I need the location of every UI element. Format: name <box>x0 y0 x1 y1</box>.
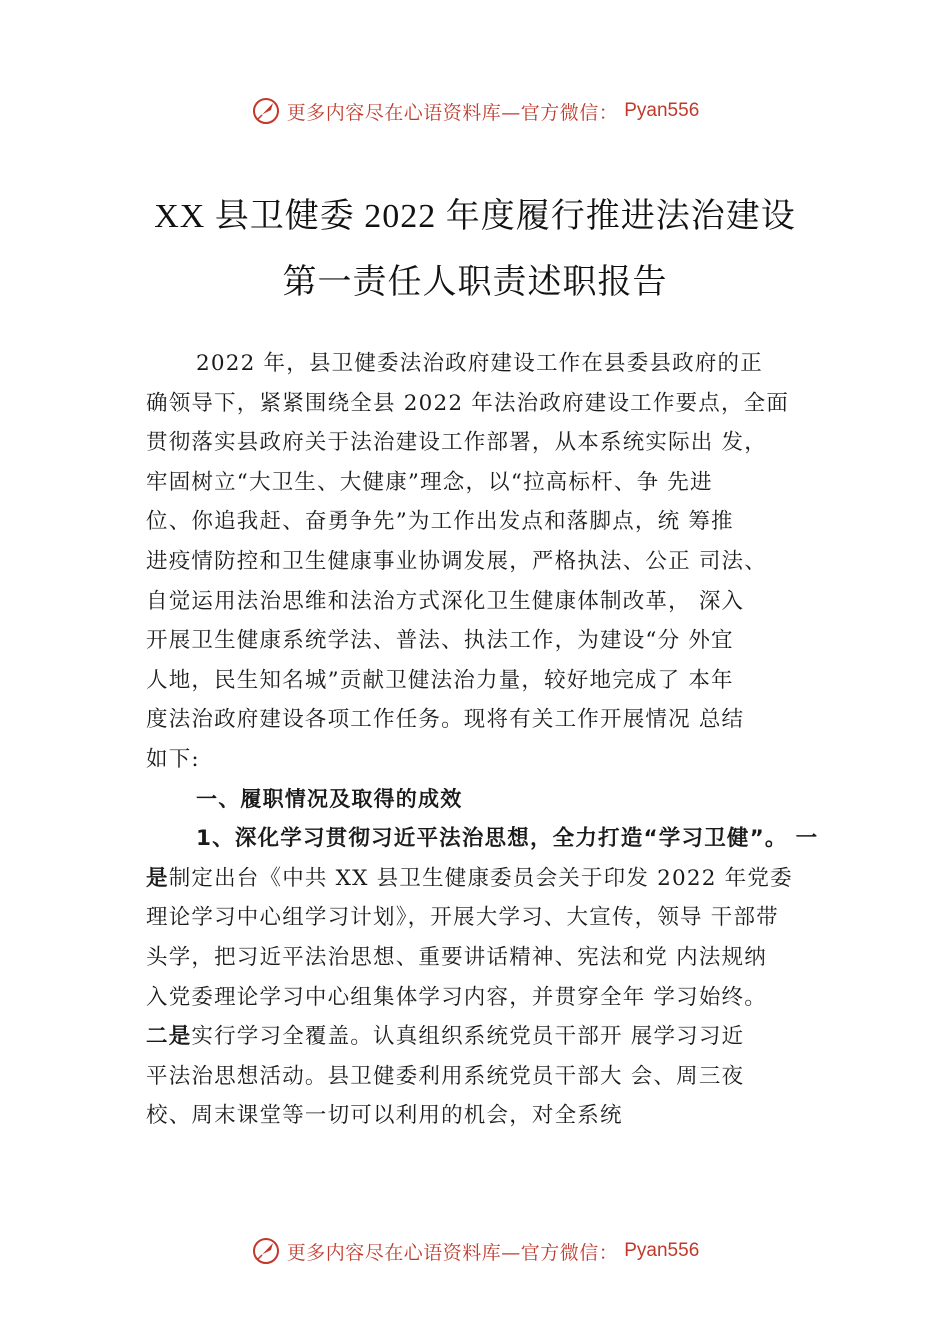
paragraph-line: 自觉运用法治思维和法治方式深化卫生健康体制改革， 深入 <box>146 588 745 614</box>
paragraph-line: 2022 年，县卫健委法治政府建设工作在县委县政府的正 <box>196 351 763 376</box>
item-marker-first: 一 <box>795 826 819 852</box>
paragraph-line: 牢固树立“大卫生、大健康”理念，以“拉高标杆、争 先进 <box>146 469 713 495</box>
feather-pen-logo-icon <box>251 1236 281 1266</box>
paragraph-line: 头学，把习近平法治思想、重要讲话精神、宪法和党 内法规纳 <box>146 944 767 970</box>
paragraph-line: 度法治政府建设各项工作任务。现将有关工作开展情况 总结 <box>146 707 745 733</box>
item-heading-line <box>146 819 836 859</box>
paragraph-line: 平法治思想活动。县卫健委利用系统党员干部大 会、周三夜 <box>146 1063 745 1089</box>
paragraph-line: 贯彻落实县政府关于法治建设工作部署，从本系统实际出 发， <box>146 430 767 456</box>
footer-watermark <box>0 1236 950 1266</box>
watermark-wechat-id: Pyan556 <box>624 1240 700 1261</box>
paragraph-line: 确领导下，紧紧围绕全县 2022 年法治政府建设工作要点，全面 <box>146 390 790 416</box>
paragraph-line <box>146 859 836 899</box>
paragraph-line: 入党委理论学习中心组集体学习内容，并贯穿全年 学习始终。 <box>146 984 767 1010</box>
watermark-wechat-id: Pyan556 <box>624 100 700 121</box>
item-marker-second: 是 <box>146 865 169 891</box>
item-heading: 1、深化学习贯彻习近平法治思想，全力打造“学习卫健”。 <box>196 826 788 852</box>
paragraph-line: 开展卫生健康系统学法、普法、执法工作，为建设“分 外宜 <box>146 628 734 654</box>
feather-pen-logo-icon <box>251 96 281 126</box>
paragraph-line: 人地，民生知名城”贡献卫健法治力量，较好地完成了 本年 <box>146 667 734 693</box>
section-heading: 一、履职情况及取得的成效 <box>196 786 463 811</box>
watermark-text: 更多内容尽在心语资料库—官方微信： <box>286 101 619 124</box>
paragraph-text: 制定出台《中共 XX 县卫生健康委员会关于印发 2022 年党委 <box>168 865 793 891</box>
document-title-line-1: XX 县卫健委 2022 年度履行推进法治建设 <box>154 198 796 235</box>
document-body <box>146 344 836 1136</box>
document-title-line-2: 第一责任人职责述职报告 <box>282 264 668 301</box>
item-marker-2: 二是 <box>146 1024 192 1050</box>
paragraph-line <box>146 1017 836 1057</box>
paragraph-line: 如下: <box>146 746 200 772</box>
watermark-text: 更多内容尽在心语资料库—官方微信： <box>286 1241 619 1264</box>
header-watermark <box>0 96 950 126</box>
paragraph-line: 理论学习中心组学习计划》，开展大学习、大宣传，领导 干部带 <box>146 905 779 931</box>
paragraph-text: 实行学习全覆盖。认真组织系统党员干部开 展学习习近 <box>191 1024 745 1050</box>
paragraph-line: 校、周末课堂等一切可以利用的机会，对全系统 <box>146 1103 623 1129</box>
paragraph-line: 进疫情防控和卫生健康事业协调发展，严格执法、公正 司法、 <box>146 548 767 574</box>
paragraph-line: 位、你追我赶、奋勇争先”为工作出发点和落脚点，统 筹推 <box>146 509 734 535</box>
